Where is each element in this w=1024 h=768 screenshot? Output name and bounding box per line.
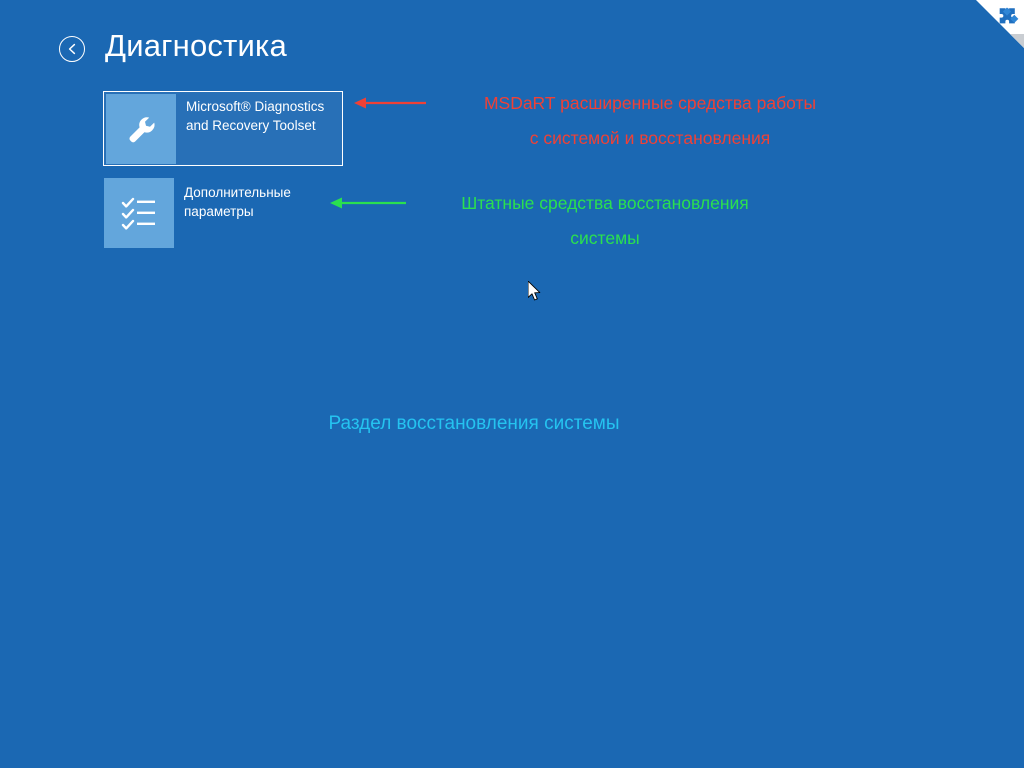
page-title: Диагностика (105, 28, 287, 63)
corner-badge (976, 0, 1024, 48)
wrench-icon (106, 94, 176, 164)
mouse-pointer-icon (528, 281, 542, 302)
annotation-msdart-line2: с системой и восстановления (529, 128, 771, 148)
annotation-msdart (420, 86, 880, 156)
annotation-standard-tools (405, 186, 805, 256)
back-button[interactable] (59, 36, 85, 62)
annotation-recovery-partition (289, 406, 659, 441)
tile-msdart[interactable] (103, 91, 343, 166)
tile-msdart-label: Microsoft® Diagnostics and Recovery Toolset (186, 99, 325, 133)
annotation-msdart-line1: MSDaRT расширенные средства работы (483, 93, 817, 113)
annotation-standard-tools-line1: Штатные средства восстановления (461, 193, 749, 213)
tile-advanced-options-label: Дополнительные параметры (184, 185, 291, 219)
annotation-arrow-green (328, 192, 408, 214)
annotation-arrow-red (352, 92, 428, 114)
corner-fold-shadow (1010, 34, 1024, 48)
checklist-icon (104, 178, 174, 248)
back-arrow-icon (65, 42, 79, 56)
annotation-recovery-partition-line1: Раздел восстановления системы (328, 413, 620, 434)
annotation-standard-tools-line2: системы (570, 228, 640, 248)
tile-advanced-options[interactable] (103, 177, 343, 249)
puzzle-piece-icon (994, 5, 1020, 31)
